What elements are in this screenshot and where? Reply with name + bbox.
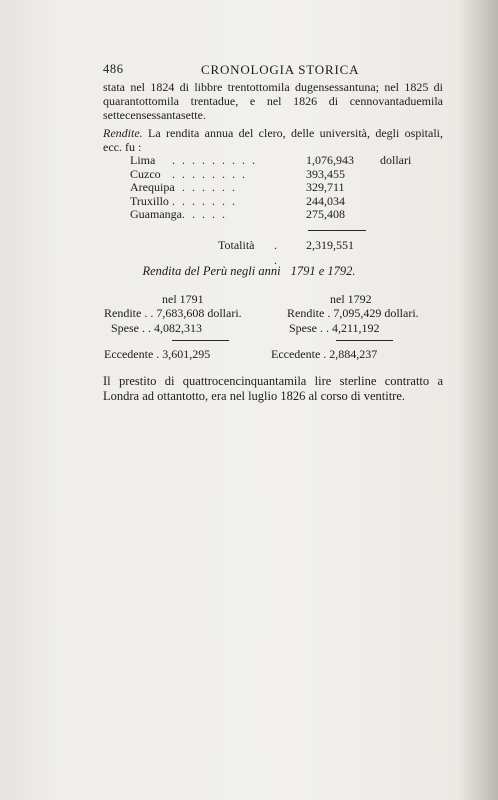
- paragraph-loan: Il prestito di quattrocencinquantamila lire sterline contratto a Londra ad ottantotto, era nel luglio 1826 al corso di ventitre.: [103, 374, 443, 403]
- table-row: [130, 154, 430, 168]
- page-number: 486: [103, 62, 124, 76]
- leader-dots: . . . . . . . . .: [172, 153, 257, 167]
- revenue-value: 275,408: [306, 207, 345, 222]
- table-row: [130, 195, 430, 209]
- revenue-table: [130, 154, 430, 222]
- eccedente-1791: Eccedente . 3,601,295: [104, 347, 211, 361]
- spese-1791: Spese . . 4,082,313: [111, 321, 202, 335]
- section-subtitle: [0, 264, 498, 279]
- revenue-value: 329,711: [306, 180, 345, 195]
- year-heading-1791: nel 1791: [162, 292, 204, 306]
- sum-rule: [172, 340, 229, 341]
- total-label: Totalità: [218, 238, 255, 252]
- rendite-text: La rendita annua del clero, delle università, degli ospitali, ecc. fu :: [103, 126, 443, 154]
- rendite-1791: Rendite . . 7,683,608 dollari.: [104, 306, 242, 320]
- city-name: Arequipa: [130, 180, 175, 195]
- rendite-1792: Rendite . 7,095,429 dollari.: [287, 306, 419, 320]
- leader-dots: . .: [274, 238, 280, 267]
- revenue-value: 244,034: [306, 193, 345, 208]
- table-row: [130, 181, 430, 195]
- running-title: CRONOLOGIA STORICA: [201, 62, 360, 77]
- city-name: Truxillo: [130, 193, 169, 208]
- sum-rule: [308, 230, 366, 231]
- subtitle-text: Rendita del Perù negli anni: [142, 264, 281, 278]
- leader-dots: . . . . . . . .: [172, 166, 247, 181]
- total-value: 2,319,551: [306, 238, 354, 252]
- city-name: Guamanga: [130, 207, 182, 222]
- rendite-lead: Rendite.: [103, 126, 143, 140]
- revenue-value: 393,455: [306, 166, 345, 181]
- year-heading-1792: nel 1792: [330, 292, 372, 306]
- subtitle-years: 1791 e 1792.: [290, 264, 356, 278]
- leader-dots: . . . . . . .: [172, 180, 237, 195]
- spese-1792: Spese . . 4,211,192: [289, 321, 380, 335]
- paragraph-production: stata nel 1824 di libbre trentottomila dugensessantuna; nel 1825 di quarantottomila trentadue, e nel 1826 di cennovantaduemila settecensessantasette.: [103, 80, 443, 122]
- sum-rule: [336, 340, 393, 341]
- paragraph-rendite: [103, 126, 443, 154]
- leader-dots: . . . . . . .: [172, 193, 237, 208]
- revenue-value: 1,076,943: [306, 153, 354, 167]
- city-name: Lima: [130, 153, 156, 167]
- eccedente-1792: Eccedente . 2,884,237: [271, 347, 378, 361]
- city-name: Cuzco: [130, 166, 161, 181]
- leader-dots: . . . . . .: [172, 207, 227, 222]
- revenue-unit: dollari: [380, 153, 412, 167]
- table-row: [130, 208, 430, 222]
- table-row: [130, 168, 430, 182]
